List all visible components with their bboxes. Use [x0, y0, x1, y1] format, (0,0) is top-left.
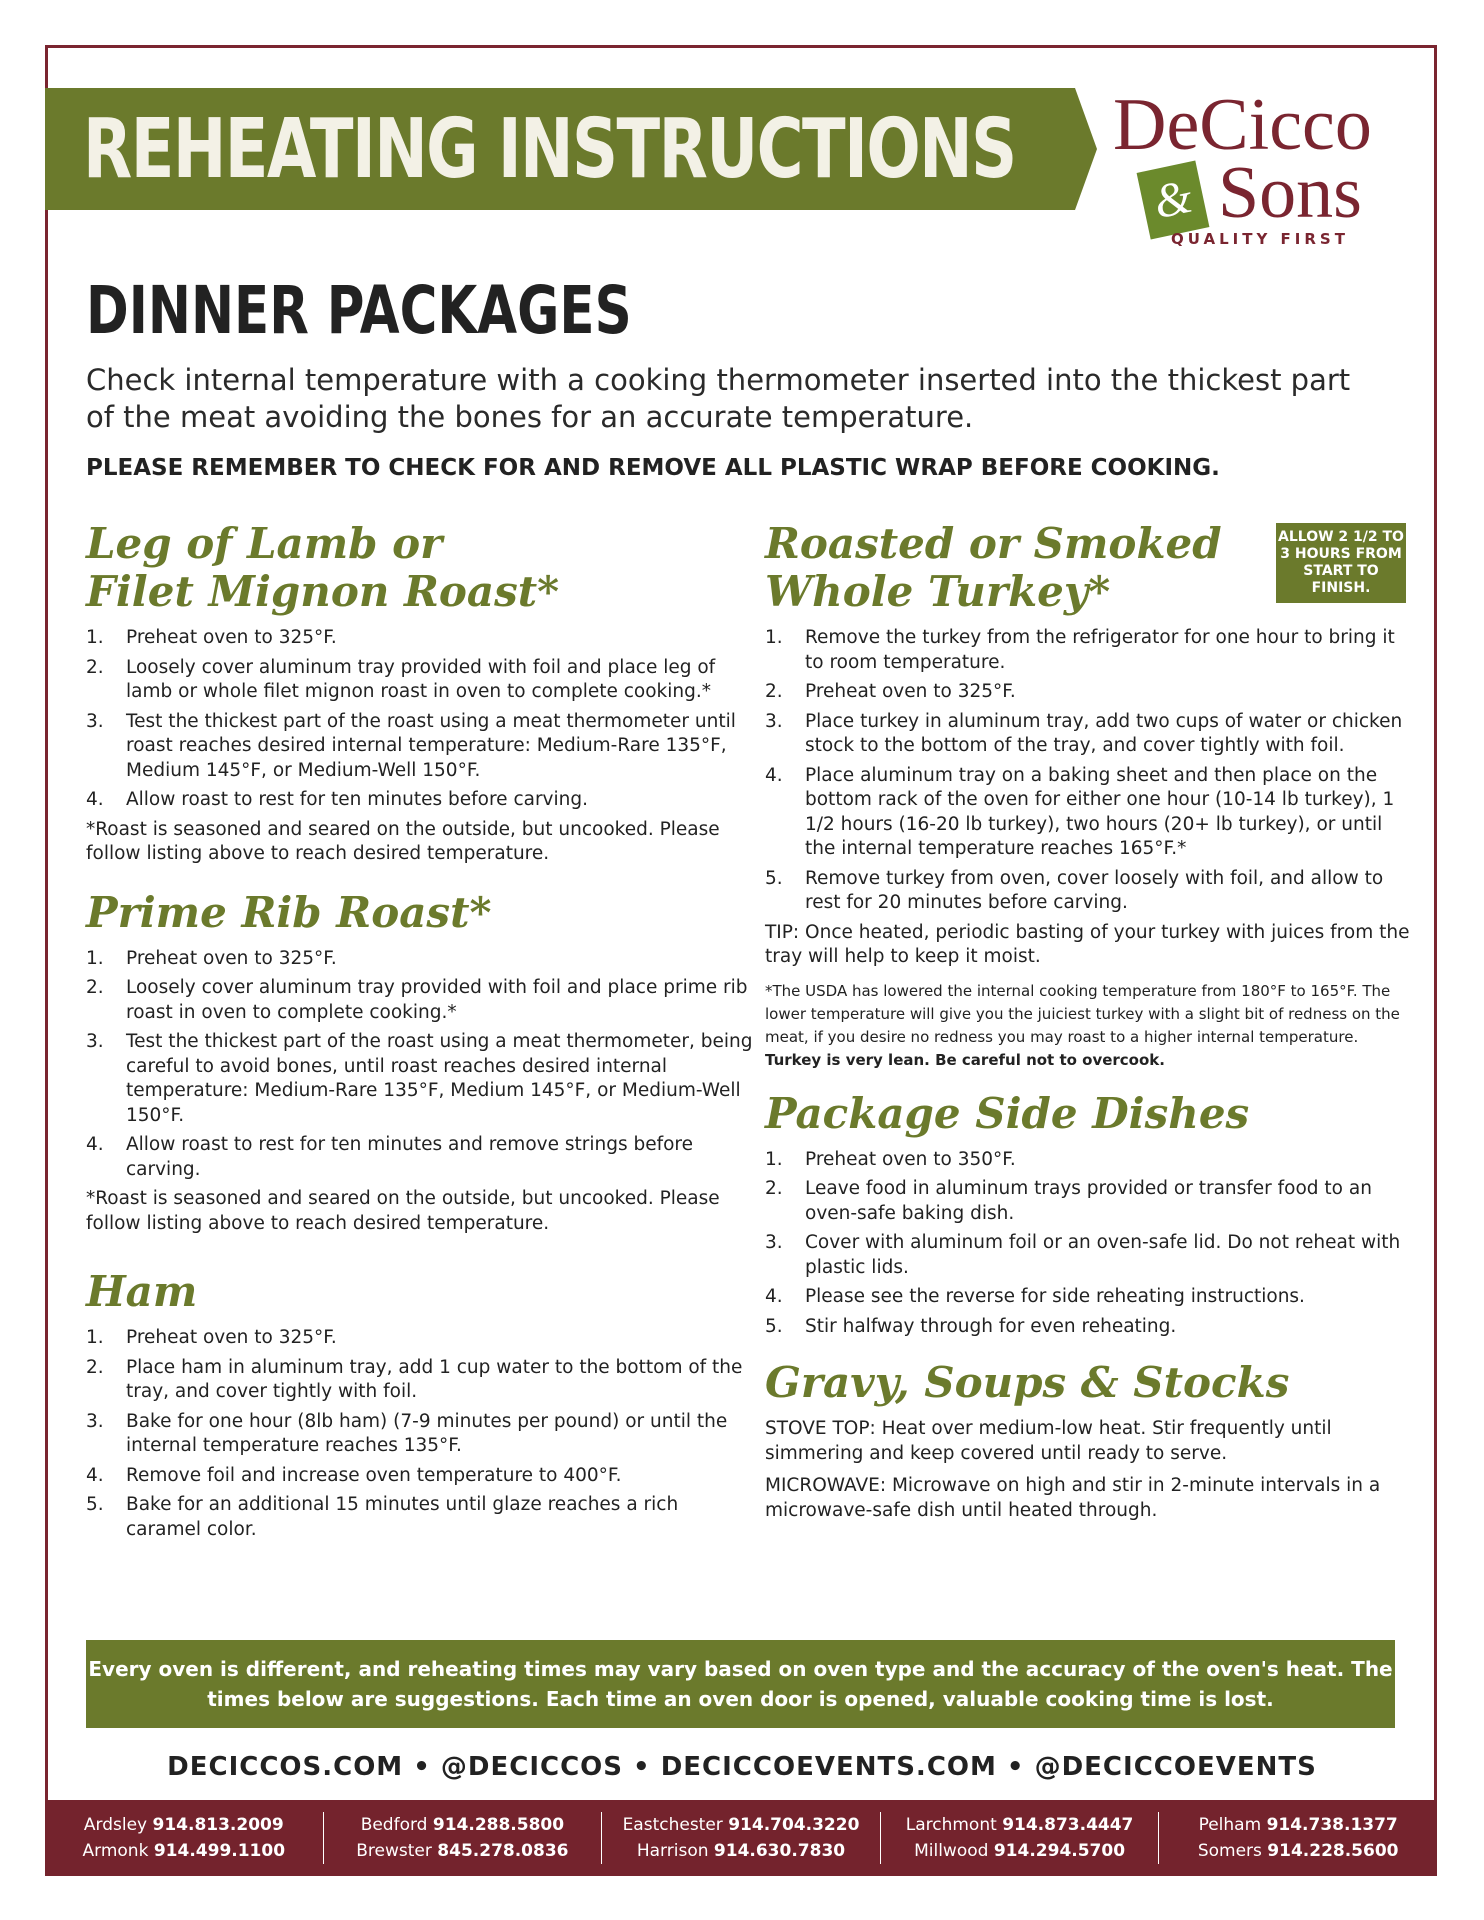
grocery-bag-icon: & — [1137, 161, 1210, 240]
turkey-tip: TIP: Once heated, periodic basting of your turkey with juices from the tray will help to keep it moist. — [765, 921, 1410, 967]
header-title: REHEATING INSTRUCTIONS — [83, 101, 1016, 197]
step-item — [86, 947, 756, 972]
step-text: Allow roast to rest for ten minutes before carving. — [126, 789, 588, 810]
step-item — [86, 626, 756, 651]
step-text: Place aluminum tray on a baking sheet and then place on the bottom rack of the oven for either one hour (10-14 lb turkey), 1 1/2 hours (16-20 lb turkey), two hours (20+ lb turkey), or until the internal temperature reaches 165°F.* — [805, 764, 1395, 859]
logo-tagline: QUALITY FIRST — [1171, 230, 1349, 248]
step-text: Test the thickest part of the roast using a meat thermometer, being careful to avoid bones, until roast reaches desired internal temperature: Medium-Rare 135°F, Medium 145°F, or Medium-Well 150°F. — [126, 1031, 753, 1126]
step-text: Please see the reverse for side reheating instructions. — [805, 1286, 1305, 1307]
step-number: 1. — [765, 1148, 783, 1170]
step-item — [765, 1315, 1415, 1340]
step-item — [765, 626, 1415, 675]
step-number: 1. — [86, 627, 104, 648]
locations-footer — [45, 1800, 1437, 1876]
step-number: 2. — [765, 681, 783, 702]
intro-text: Check internal temperature with a cooking thermometer inserted into the thickest part of the meat avoiding the bones for an accurate temperature. — [86, 363, 1351, 434]
ham-heading: Ham — [86, 1267, 198, 1316]
step-item — [765, 1231, 1415, 1280]
step-item — [86, 1326, 756, 1351]
step-text: Preheat oven to 325°F. — [805, 681, 1016, 702]
decicco-logo — [1113, 84, 1403, 248]
step-number: 1. — [86, 1327, 104, 1348]
step-item — [86, 1133, 756, 1182]
step-number: 4. — [86, 1464, 104, 1486]
step-text: Preheat oven to 350°F. — [805, 1148, 1016, 1170]
step-number: 1. — [86, 947, 104, 969]
step-item — [765, 1177, 1415, 1226]
step-text: Loosely cover aluminum tray provided with foil and place leg of lamb or whole filet mignon roast in oven to complete cooking.* — [126, 656, 716, 702]
ham-steps — [86, 1326, 756, 1542]
step-number: 5. — [765, 867, 783, 889]
step-text: Leave food in aluminum trays provided or transfer food to an oven-safe baking dish. — [805, 1178, 1372, 1224]
lamb-steps — [86, 626, 756, 813]
step-text: Loosely cover aluminum tray provided with foil and place prime rib roast in oven to complete cooking.* — [126, 977, 748, 1023]
step-item — [86, 1356, 756, 1405]
stove-top-text: STOVE TOP: Heat over medium-low heat. Stir frequently until simmering and keep covered until ready to serve. — [765, 1418, 1332, 1464]
sides-steps — [765, 1148, 1415, 1340]
lamb-section — [86, 520, 756, 867]
prime-rib-heading: Prime Rib Roast* — [86, 887, 492, 937]
location-group: Pelham 914.738.1377 Somers 914.228.5600 — [1197, 1815, 1399, 1861]
turkey-heading: Roasted or Smoked Whole Turkey* — [765, 519, 1222, 616]
step-item — [86, 976, 756, 1025]
step-text: Bake for one hour (8lb ham) (7-9 minutes per pound) or until the internal temperature reaches 135°F. — [126, 1410, 728, 1456]
step-number: 3. — [765, 710, 783, 732]
step-number: 4. — [86, 1134, 104, 1155]
step-number: 3. — [86, 1410, 104, 1432]
step-text: Allow roast to rest for ten minutes and remove strings before carving. — [126, 1134, 694, 1180]
step-number: 2. — [765, 1178, 783, 1199]
step-item — [765, 1285, 1415, 1310]
turkey-section — [765, 520, 1415, 1072]
plastic-warning: PLEASE REMEMBER TO CHECK FOR AND REMOVE ALL PLASTIC WRAP BEFORE COOKING. — [86, 455, 1220, 481]
step-text: Place turkey in aluminum tray, add two cups of water or chicken stock to the bottom of the tray, and cover tightly with foil. — [805, 710, 1403, 756]
location-group: Eastchester 914.704.3220 Harrison 914.630.7830 — [602, 1812, 881, 1864]
prime-rib-section — [86, 889, 756, 1237]
step-text: Remove turkey from oven, cover loosely with foil, and allow to rest for 20 minutes before carving. — [805, 867, 1384, 913]
time-badge: ALLOW 2 1/2 TO 3 HOURS FROM START TO FINISH. — [1276, 523, 1406, 603]
step-number: 3. — [86, 1031, 104, 1052]
step-text: Preheat oven to 325°F. — [126, 627, 337, 648]
step-item — [86, 1410, 756, 1459]
turkey-footnote: *The USDA has lowered the internal cooking temperature from 180°F to 165°F. The lower temperature will give you the juiciest turkey with a slight bit of redness on the meat, if you desire no redness you may roast to a higher internal temperature. Turkey is very lean. Be careful not to overcook. — [765, 981, 1400, 1069]
lamb-heading: Leg of Lamb or Filet Mignon Roast* — [86, 519, 560, 616]
step-text: Preheat oven to 325°F. — [126, 947, 337, 969]
step-text: Test the thickest part of the roast using a meat thermometer until roast reaches desired internal temperature: Medium-Rare 135°F, Medium 145°F, or Medium-Well 150°F. — [126, 710, 736, 781]
step-number: 5. — [765, 1315, 783, 1337]
location-group: Larchmont 914.873.4447 Millwood 914.294.5700 — [881, 1812, 1160, 1864]
right-column — [765, 520, 1415, 1523]
step-item — [86, 710, 756, 784]
step-text: Remove foil and increase oven temperature to 400°F. — [126, 1464, 622, 1486]
disclaimer-box: Every oven is different, and reheating times may vary based on oven type and the accuracy of the oven's heat. The times below are suggestions. Each time an oven door is opened, valuable cooking time is lost. — [86, 1640, 1395, 1728]
turkey-steps — [765, 626, 1415, 916]
prime-rib-steps — [86, 947, 756, 1183]
step-text: Remove the turkey from the refrigerator for one hour to bring it to room temperature. — [805, 627, 1395, 673]
step-number: 2. — [86, 656, 104, 678]
step-item — [86, 788, 756, 813]
step-item — [765, 867, 1415, 916]
header-banner — [45, 88, 1075, 210]
step-item — [765, 710, 1415, 759]
sides-heading: Package Side Dishes — [765, 1088, 1250, 1138]
step-text: Preheat oven to 325°F. — [126, 1327, 337, 1348]
gravy-section — [765, 1359, 1415, 1523]
step-item — [86, 1030, 756, 1128]
step-text: Place ham in aluminum tray, add 1 cup water to the bottom of the tray, and cover tightly with foil. — [126, 1356, 743, 1402]
step-number: 2. — [86, 977, 104, 998]
ham-section — [86, 1268, 756, 1542]
step-item — [765, 764, 1415, 862]
step-number: 4. — [86, 789, 104, 810]
step-number: 5. — [86, 1494, 104, 1515]
prime-rib-note: *Roast is seasoned and seared on the outside, but uncooked. Please follow listing above to reach desired temperature. — [86, 1188, 720, 1234]
step-item — [765, 680, 1415, 705]
step-number: 4. — [765, 764, 783, 786]
step-number: 1. — [765, 627, 783, 648]
step-text: Bake for an additional 15 minutes until glaze reaches a rich caramel color. — [126, 1494, 679, 1540]
website-line: DECICCOS.COM • @DECICCOS • DECICCOEVENTS.COM • @DECICCOEVENTS — [167, 1752, 1317, 1782]
step-item — [86, 1464, 756, 1489]
step-text: Cover with aluminum foil or an oven-safe lid. Do not reheat with plastic lids. — [805, 1232, 1401, 1278]
step-item — [765, 1148, 1415, 1173]
page-title: DINNER PACKAGES — [86, 272, 632, 349]
lamb-note: *Roast is seasoned and seared on the outside, but uncooked. Please follow listing above to reach desired temperature. — [86, 818, 720, 864]
step-number: 4. — [765, 1286, 783, 1307]
step-number: 3. — [86, 710, 104, 732]
location-group: Ardsley 914.813.2009 Armonk 914.499.1100 — [45, 1812, 324, 1864]
logo-text: DeCicco — [1113, 84, 1372, 166]
logo-text-2: Sons — [1218, 152, 1362, 234]
sides-section — [765, 1090, 1415, 1340]
step-text: Stir halfway through for even reheating. — [805, 1315, 1177, 1337]
gravy-heading: Gravy, Soups & Stocks — [765, 1358, 1290, 1407]
step-number: 3. — [765, 1232, 783, 1253]
step-item — [86, 656, 756, 705]
left-column — [86, 520, 756, 1547]
step-item — [86, 1493, 756, 1542]
microwave-text: MICROWAVE: Microwave on high and stir in 2-minute intervals in a microwave-safe dish until heated through. — [765, 1475, 1381, 1521]
location-group: Bedford 914.288.5800 Brewster 845.278.0836 — [324, 1812, 603, 1864]
step-number: 2. — [86, 1356, 104, 1378]
